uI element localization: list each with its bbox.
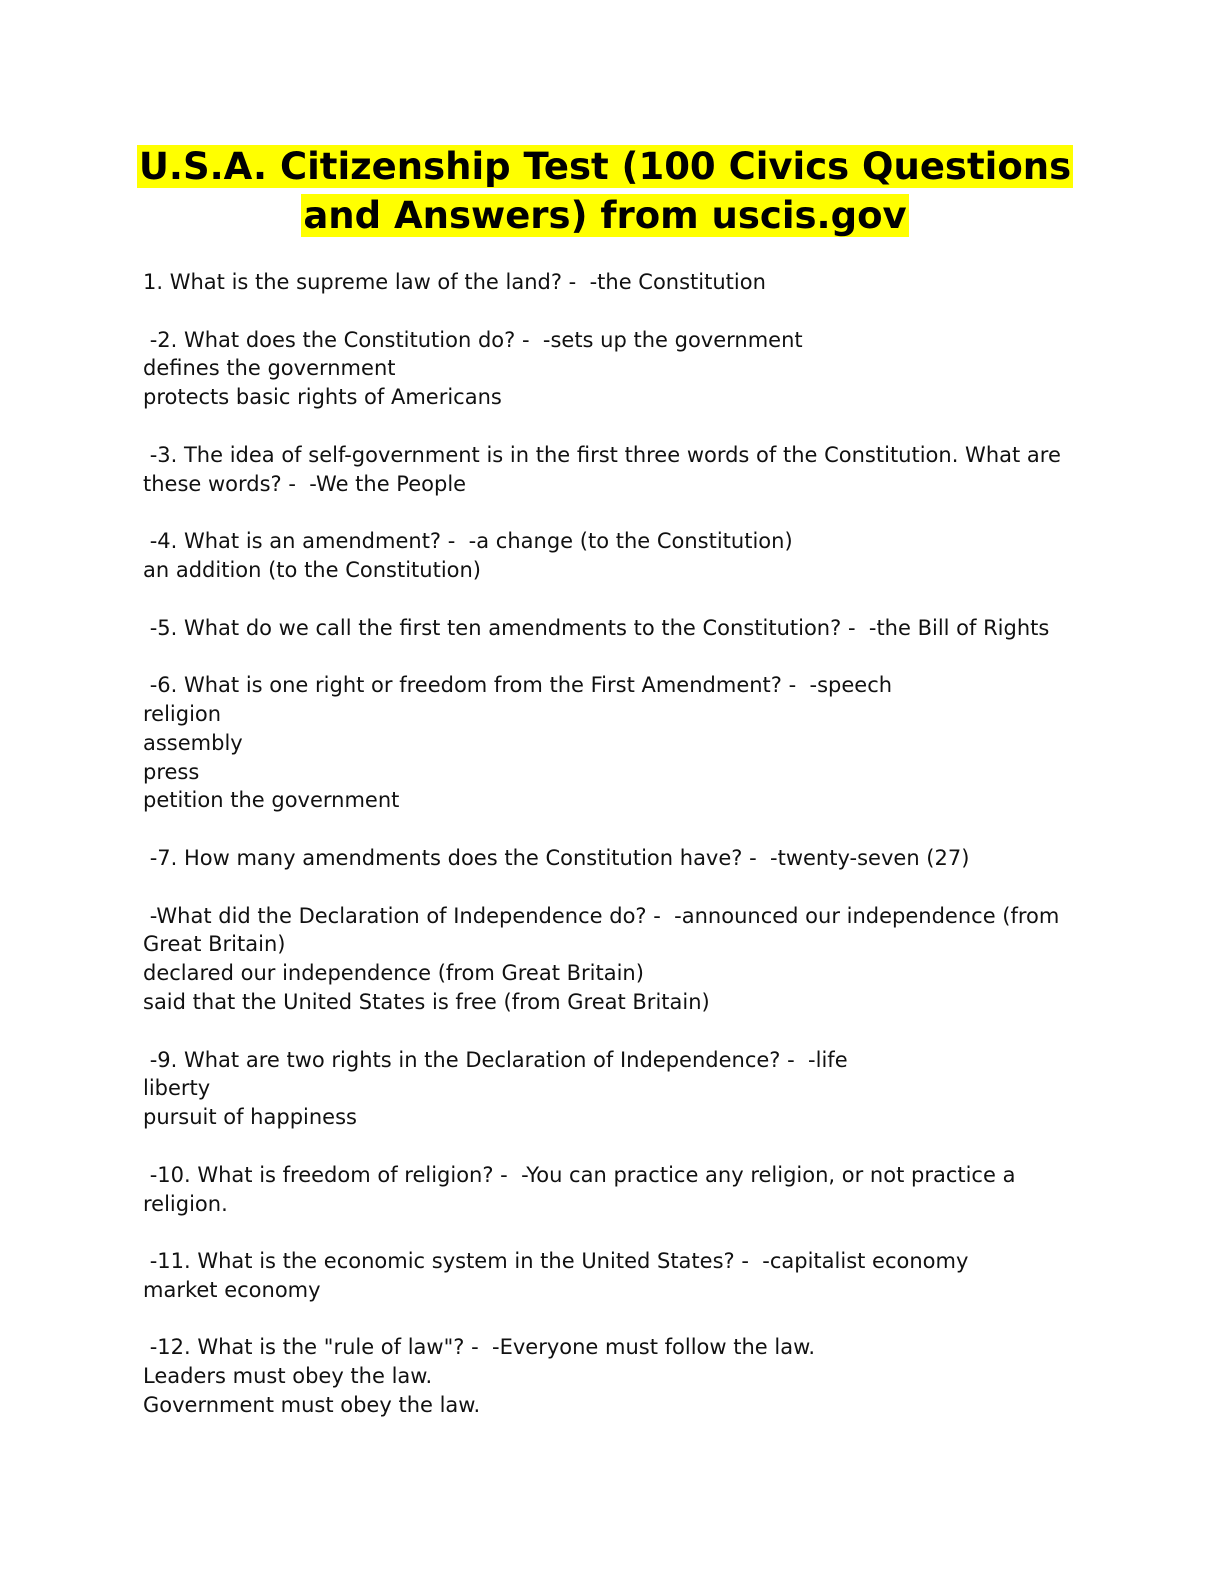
qa-answer-line: declared our independence (from Great Britain) [143,961,644,986]
title-line-1: U.S.A. Citizenship Test (100 Civics Questions [138,145,1072,188]
qa-answer-line: pursuit of happiness [143,1105,357,1130]
qa-question-line: -7. How many amendments does the Constitution have? - -twenty-seven (27) [143,845,970,870]
qa-item [143,268,1083,297]
qa-question-line: -What did the Declaration of Independence do? - -announced our independence (from [143,903,1060,928]
qa-answer-line: assembly [143,730,243,755]
qa-item [143,671,1083,815]
qa-question-line: -2. What does the Constitution do? - -sets up the government [143,327,803,352]
qa-item [143,326,1083,412]
qa-item [143,902,1083,1017]
qa-answer-line: Government must obey the law. [143,1393,481,1418]
qa-answer-line: protects basic rights of Americans [143,385,502,410]
qa-answer-line: liberty [143,1076,211,1101]
qa-question-line: -12. What is the "rule of law"? - -Everyone must follow the law. [143,1335,816,1360]
qa-answer-line: religion [143,701,222,726]
title-line-2: and Answers) from uscis.gov [303,194,907,237]
qa-question-line: -11. What is the economic system in the United States? - -capitalist economy [143,1249,969,1274]
qa-answer-line: Leaders must obey the law. [143,1364,433,1389]
qa-answer-line: market economy [143,1277,321,1302]
qa-question-line: -3. The idea of self-government is in the first three words of the Constitution. What are [143,442,1061,467]
qa-answer-line: an addition (to the Constitution) [143,557,481,582]
qa-item [143,1333,1083,1419]
qa-item [143,1046,1083,1132]
qa-answer-line: defines the government [143,356,396,381]
qa-question-line: -10. What is freedom of religion? - -You can practice any religion, or not practice a [143,1162,1016,1187]
qa-answer-line: said that the United States is free (from Great Britain) [143,989,710,1014]
page-title [100,142,1110,240]
qa-item [143,1161,1083,1219]
qa-item [143,614,1083,643]
qa-item [143,441,1083,499]
qa-item [143,844,1083,873]
qa-answer-line: Great Britain) [143,932,286,957]
question-answer-list [143,268,1083,1449]
qa-answer-line: petition the government [143,788,400,813]
qa-question-line: -5. What do we call the first ten amendments to the Constitution? - -the Bill of Rights [143,615,1050,640]
qa-question-line: -4. What is an amendment? - -a change (to the Constitution) [143,529,793,554]
qa-question-line: -9. What are two rights in the Declaration of Independence? - -life [143,1047,848,1072]
qa-answer-line: religion. [143,1191,228,1216]
qa-question-line: -6. What is one right or freedom from the First Amendment? - -speech [143,673,893,698]
qa-question-line: 1. What is the supreme law of the land? - -the Constitution [143,270,766,294]
qa-answer-line: these words? - -We the People [143,471,467,496]
qa-item [143,527,1083,585]
qa-answer-line: press [143,759,200,784]
qa-item [143,1247,1083,1305]
